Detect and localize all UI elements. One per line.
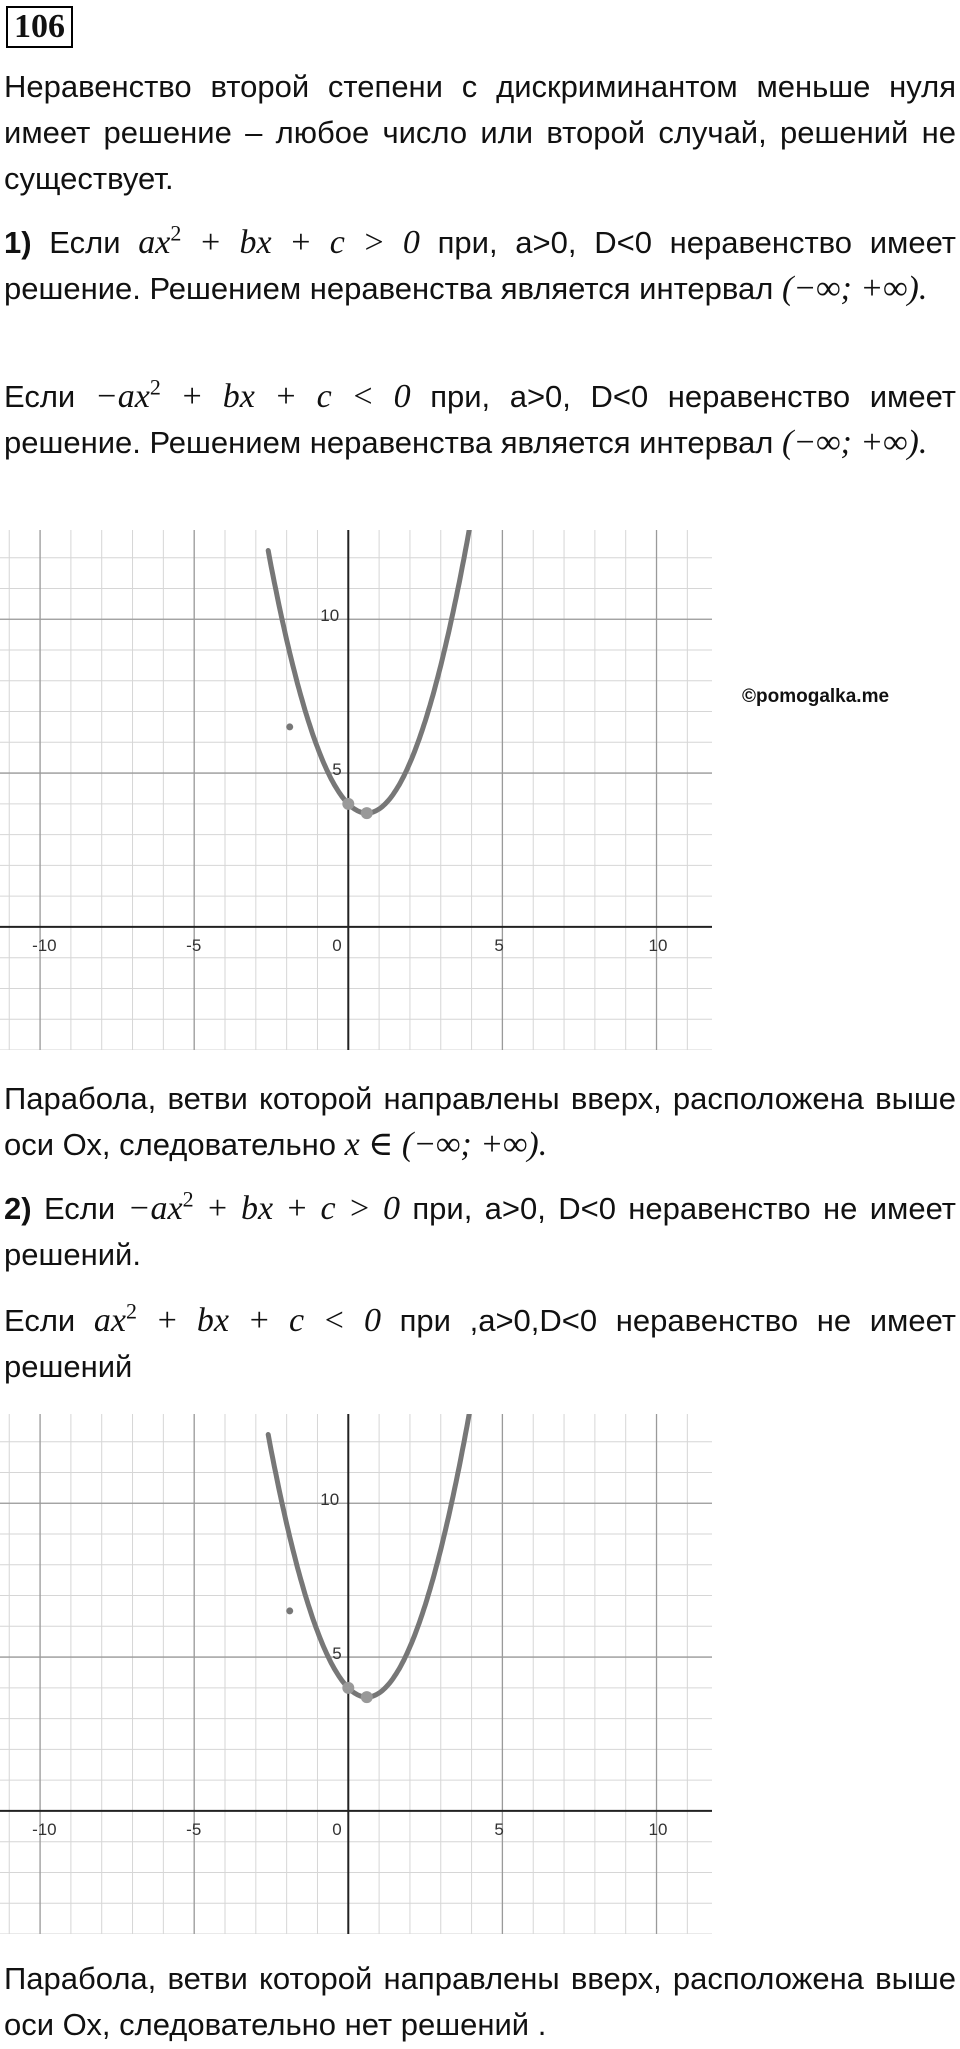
watermark: ©pomogalka.me — [742, 686, 890, 707]
case2-expression: $-ax^2$ + bx + c > 0 — [127, 1186, 400, 1227]
case1-condition: при, a>0, D<0 неравенство имеет решение. Решением неравенства является интервал — [4, 225, 957, 306]
graph-2 — [0, 1414, 720, 1934]
stray-point — [286, 723, 293, 730]
highlight-point — [342, 798, 354, 810]
case1-condition-2: при, a>0, D<0 неравенство имеет решение. Решением неравенства является интервал — [4, 379, 957, 460]
case2-lead: Если — [43, 1191, 116, 1226]
case1-interval-2: (−∞; +∞). — [781, 424, 928, 461]
case1-interval: (−∞; +∞). — [781, 270, 928, 307]
case1-expression-2: $-ax^2$ + bx + c < 0 — [94, 374, 411, 415]
case1-statement — [4, 220, 956, 312]
highlight-point — [361, 807, 373, 819]
case1-expression: $ax^2$ + bx + c > 0 — [138, 220, 420, 261]
case2-marker: 2) — [4, 1191, 32, 1226]
problem-number: 106 — [6, 6, 73, 48]
x-tick-label: 0 — [332, 935, 342, 955]
case1-lead-2: Если — [4, 379, 76, 414]
case2-conclusion: Парабола, ветви которой направлены вверх, расположена выше оси Ох, следовательно нет решений . — [4, 1961, 956, 2042]
case2-statement-2 — [4, 1298, 956, 1390]
stray-point — [286, 1607, 293, 1614]
case1-marker: 1) — [4, 225, 32, 260]
x-tick-label: 10 — [648, 935, 668, 955]
case1-statement-2 — [4, 374, 956, 466]
y-tick-label: 10 — [320, 1490, 340, 1510]
x-tick-label: 10 — [648, 1819, 668, 1839]
parabola-chart-2 — [0, 1414, 720, 1934]
case2-lead-2: Если — [4, 1303, 76, 1338]
y-tick-label: 5 — [332, 760, 342, 780]
x-tick-label: -10 — [32, 935, 57, 955]
case2-condition: при, a>0, D<0 неравенство не имеет решений. — [4, 1191, 956, 1272]
case2-statement — [4, 1186, 956, 1278]
x-tick-label: 5 — [494, 935, 504, 955]
x-tick-label: 0 — [332, 1819, 342, 1839]
graph-1 — [0, 530, 720, 1050]
y-tick-label: 5 — [332, 1644, 342, 1664]
y-tick-label: 10 — [320, 606, 340, 626]
case2-condition-2: при ,a>0,D<0 неравенство не имеет решений — [4, 1303, 956, 1384]
highlight-point — [361, 1691, 373, 1703]
highlight-point — [342, 1682, 354, 1694]
x-tick-label: -5 — [186, 1819, 202, 1839]
x-tick-label: -5 — [186, 935, 202, 955]
case1-conclusion: Парабола, ветви которой направлены вверх, расположена выше оси Ох, следовательно x ∈ (−∞; +∞). — [4, 1081, 956, 1163]
case1-conclusion-math: x ∈ (−∞; +∞). — [344, 1126, 548, 1163]
x-tick-label: 5 — [494, 1819, 504, 1839]
parabola-chart-1 — [0, 530, 720, 1050]
case1-lead: Если — [49, 225, 121, 260]
case2-expression-2: $ax^2$ + bx + c < 0 — [93, 1298, 381, 1339]
x-tick-label: -10 — [32, 1819, 57, 1839]
intro-paragraph: Неравенство второй степени с дискриминантом меньше нуля имеет решение – любое число или второй случай, решений не существует. — [4, 69, 956, 196]
